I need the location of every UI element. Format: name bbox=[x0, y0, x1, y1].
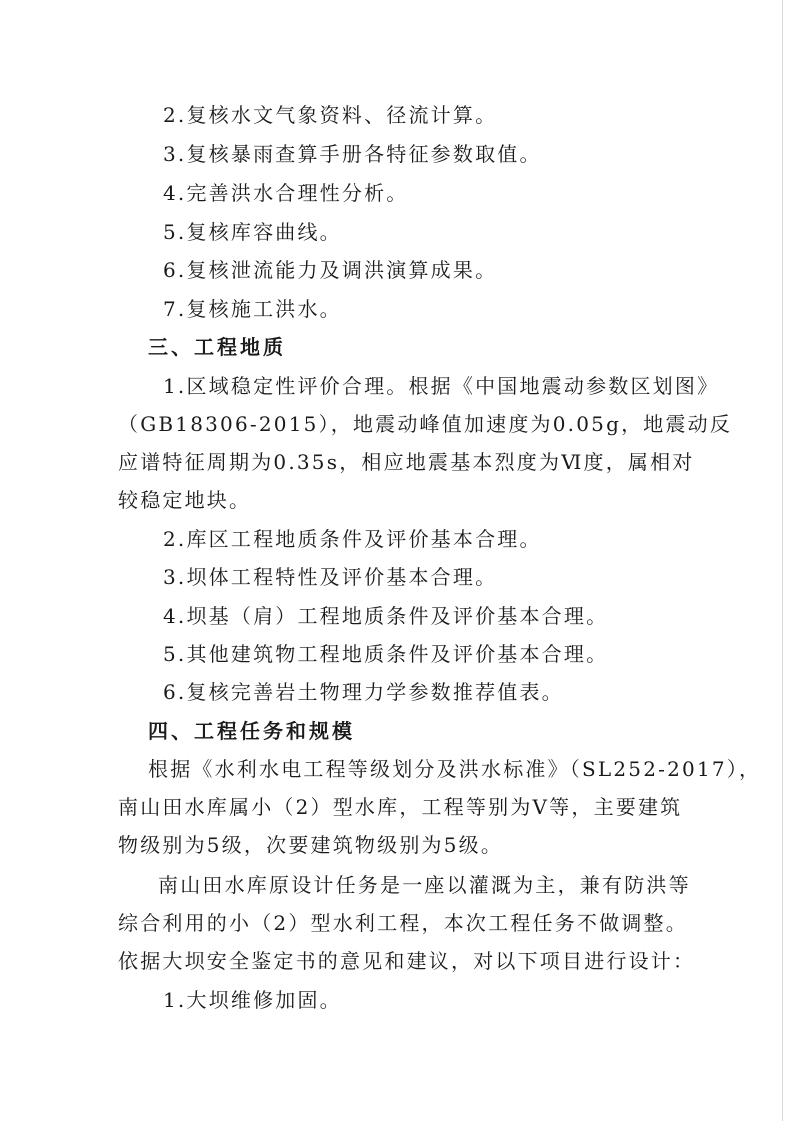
hydrology-item-4: 4.完善洪水合理性分析。 bbox=[163, 181, 409, 205]
geology-item-2: 2.库区工程地质条件及评价基本合理。 bbox=[163, 527, 542, 551]
task-para-2-line-2: 综合利用的小（2）型水利工程，本次工程任务不做调整。 bbox=[118, 911, 688, 935]
hydrology-item-3: 3.复核暴雨查算手册各特征参数取值。 bbox=[163, 142, 542, 166]
geology-item-1-line-3: 应谱特征周期为0.35s，相应地震基本烈度为Ⅵ度，属相对 bbox=[118, 450, 695, 474]
geology-item-1-line-1: 1.区域稳定性评价合理。根据《中国地震动参数区划图》 bbox=[163, 374, 720, 398]
geology-item-1-line-2: （GB18306-2015），地震动峰值加速度为0.05g，地震动反 bbox=[118, 412, 733, 436]
geology-item-6: 6.复核完善岩土物理力学参数推荐值表。 bbox=[163, 680, 564, 704]
task-para-1-line-1: 根据《水利水电工程等级划分及洪水标准》（SL252-2017）， bbox=[148, 757, 762, 781]
page-edge-line bbox=[782, 0, 783, 1121]
hydrology-item-5: 5.复核库容曲线。 bbox=[163, 220, 342, 244]
geology-item-3: 3.坝体工程特性及评价基本合理。 bbox=[163, 565, 498, 589]
section4-heading: 四、工程任务和规模 bbox=[148, 719, 355, 743]
geology-item-1-line-4: 较稳定地块。 bbox=[118, 488, 252, 512]
hydrology-item-7: 7.复核施工洪水。 bbox=[163, 297, 342, 321]
task-item-1: 1.大坝维修加固。 bbox=[163, 988, 342, 1012]
task-para-1-line-2: 南山田水库属小（2）型水库，工程等别为Ⅴ等，主要建筑 bbox=[118, 795, 683, 819]
task-para-2-line-3: 依据大坝安全鉴定书的意见和建议，对以下项目进行设计： bbox=[118, 949, 696, 973]
hydrology-item-2: 2.复核水文气象资料、径流计算。 bbox=[163, 103, 498, 127]
geology-item-4: 4.坝基（肩）工程地质条件及评价基本合理。 bbox=[163, 604, 609, 628]
geology-item-5: 5.其他建筑物工程地质条件及评价基本合理。 bbox=[163, 642, 609, 666]
section3-heading: 三、工程地质 bbox=[148, 335, 286, 359]
task-para-2-line-1: 南山田水库原设计任务是一座以灌溉为主，兼有防洪等 bbox=[158, 873, 691, 897]
hydrology-item-6: 6.复核泄流能力及调洪演算成果。 bbox=[163, 258, 498, 282]
task-para-1-line-3: 物级别为5级，次要建筑物级别为5级。 bbox=[118, 833, 504, 857]
